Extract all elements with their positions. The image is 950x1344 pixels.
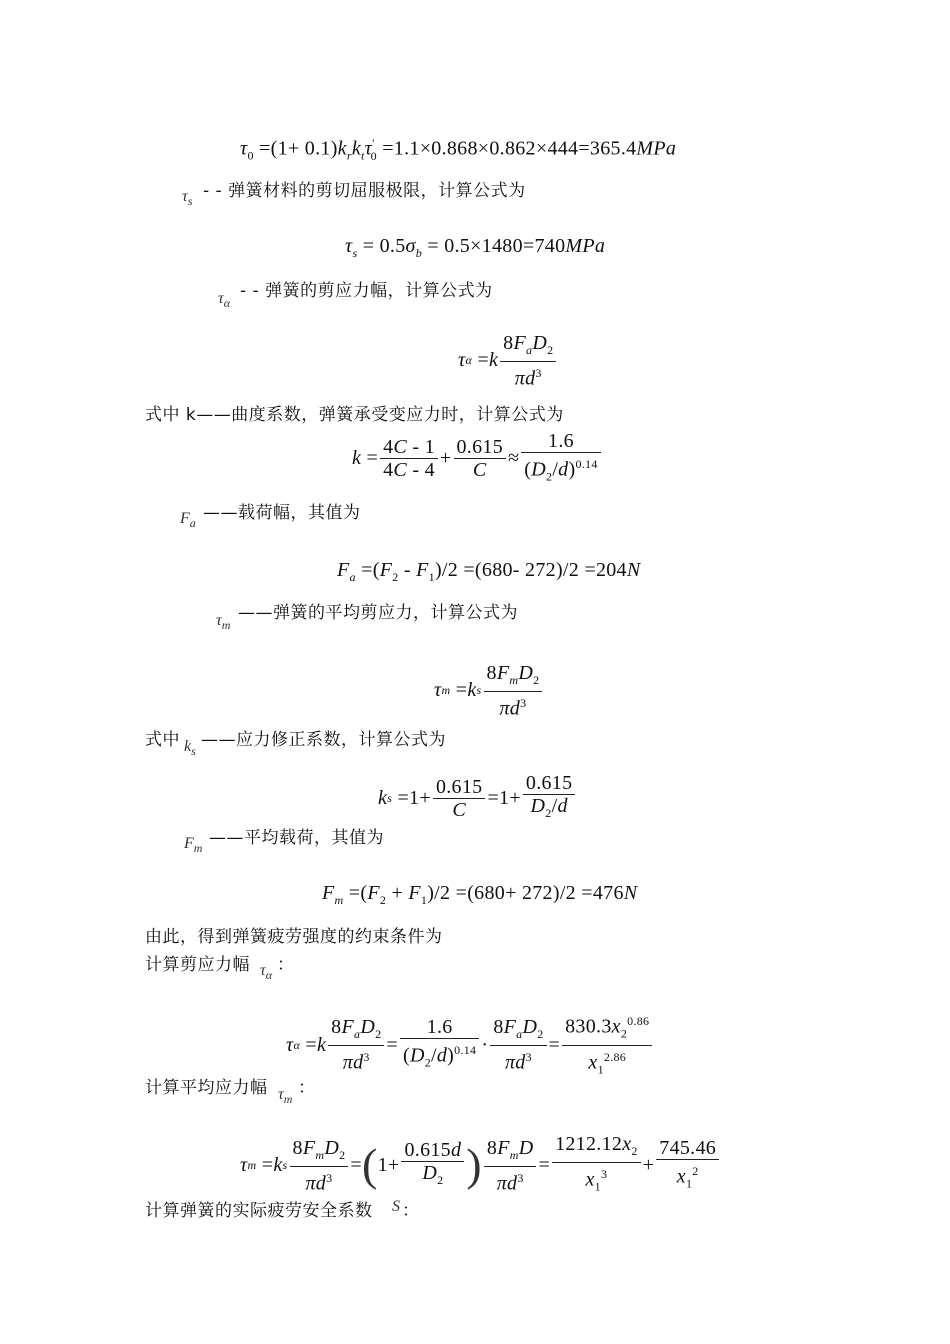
desc-constraint: 由此，得到弹簧疲劳强度的约束条件为 [145,927,443,947]
equation-tau0: $\tau_0 =(1+ 0.1)k_rk_t\tau'_0 =1.1\times 0.868\times 0.862\times 444=365.4MPa$ [240,136,677,163]
symbol-ks: $k_s$ [184,738,196,759]
desc-ks: ——应力修正系数，计算公式为 [201,730,446,750]
symbol-calc-tau-m: $\tau_m$ [278,1086,293,1107]
desc-tau-a: - - 弹簧的剪应力幅，计算公式为 [240,281,493,301]
equation-tau-m: τ m = k s $\frac{8F_mD_2}{\pi d^3}$ [434,662,544,720]
desc-tau-m: ——弹簧的平均剪应力，计算公式为 [238,603,518,623]
desc-fa: ——载荷幅，其值为 [203,503,361,523]
symbol-tau-a: $\tau_\alpha$ [218,290,231,311]
symbol-calc-tau-a: $\tau_\alpha$ [260,962,273,983]
colon-s: ： [402,1201,420,1221]
equation-calc-tau-m: τ m = k s $\frac{8F_mD_2}{\pi d^3}$ = ( 1+ $\frac{0.615d}{D_2}$ ) $\frac{8F_mD}{\pi d^3}$ = $\frac{1212.12x_2}{x_1^3}$ + $\frac{745.46}{x_1^2}$ [240,1133,721,1198]
desc-calc-tau-m: 计算平均应力幅 [145,1078,268,1098]
desc-k: 式中 k——曲度系数，弹簧承受变应力时，计算公式为 [145,405,564,425]
desc-ks-prefix: 式中 [145,730,180,750]
equation-calc-tau-a: τ α = k $\frac{8F_aD_2}{\pi d^3}$ = $\frac{1.6}{(D_2/d)^{0.14}}$ · $\frac{8F_aD_2}{\pi d^3}$ = $\frac{830.3x_2^{0.86}}{x_1^{2.86}}$ [286,1010,654,1080]
equation-fm: $F_m =(F_2 + F_1)/2 =(680+ 272)/2 =476N$ [322,882,638,907]
desc-tau-s: - - 弹簧材料的剪切屈服极限，计算公式为 [203,181,526,201]
symbol-fm: $F_m$ [184,835,203,856]
equation-tau-a: τ α = k $\frac{8F_aD_2}{\pi d^3}$ [458,332,558,390]
symbol-s: S [392,1198,400,1215]
symbol-tau-m: $\tau_m$ [216,612,231,633]
equation-tau-s: $\tau_s = 0.5\sigma_b = 0.5\times 1480=740MPa$ [345,235,606,260]
symbol-tau-s: $\tau_s$ [182,188,193,209]
desc-calc-tau-a: 计算剪应力幅 [145,955,250,975]
equation-fa: $F_a =(F_2 - F_1)/2 =(680-$ 272)/2 =204N [337,559,641,584]
equation-ks: k s =1+ $\frac{0.615}{C}$ =1+ $\frac{0.615}{D_2/d}$ [378,772,577,824]
colon-tau-m: ： [298,1078,316,1098]
desc-fm: ——平均载荷，其值为 [209,828,384,848]
desc-calc-s: 计算弹簧的实际疲劳安全系数 [145,1201,373,1221]
equation-k: k = $\frac{4C - 1}{4C - 4}$ + $\frac{0.615}{C}$ ≈ $\frac{1.6}{(D_2/d)^{0.14}}$ [352,430,603,488]
colon: ： [277,955,295,975]
symbol-fa: $F_a$ [180,510,196,531]
